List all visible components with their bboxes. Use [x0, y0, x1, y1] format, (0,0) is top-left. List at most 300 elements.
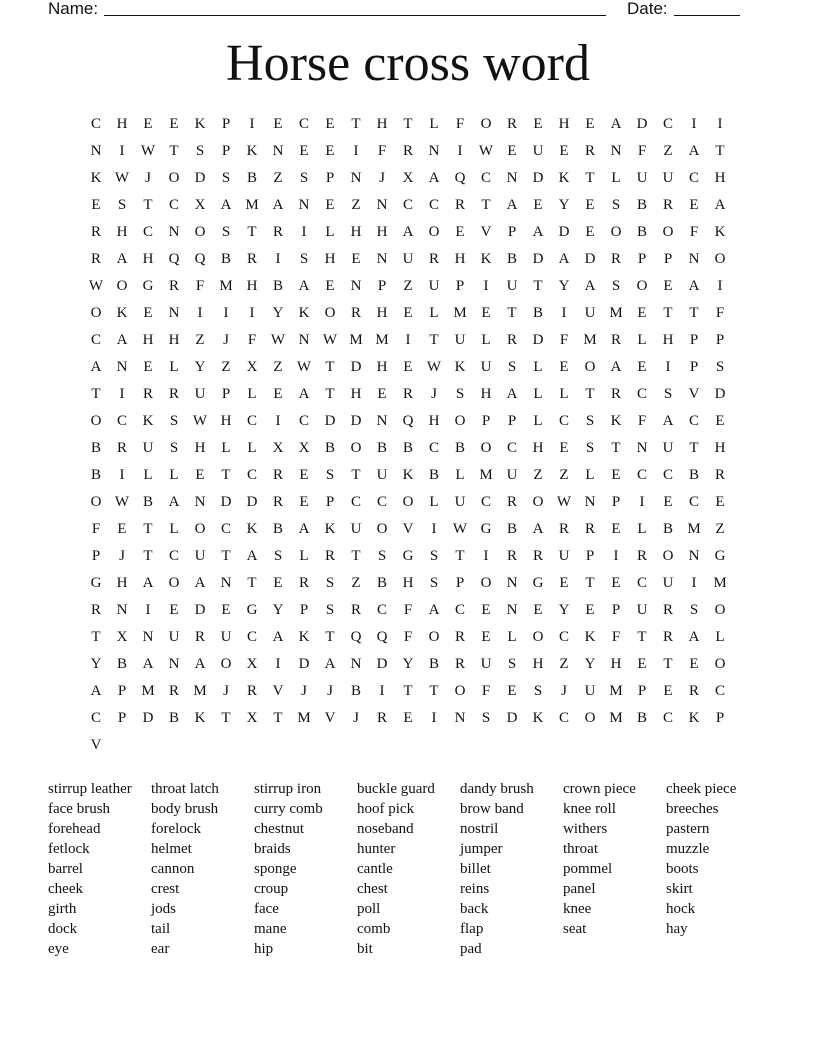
- word-bank-item: knee roll: [563, 801, 616, 817]
- grid-letter: P: [507, 413, 517, 429]
- grid-letter: L: [429, 116, 439, 132]
- grid-letter: K: [298, 305, 310, 321]
- grid-letter: P: [637, 683, 647, 699]
- grid-letter: C: [454, 602, 465, 618]
- grid-letter: N: [220, 575, 232, 591]
- word-bank-item: brow band: [460, 801, 524, 817]
- grid-letter: P: [221, 116, 231, 132]
- grid-letter: F: [637, 143, 647, 159]
- grid-letter: N: [350, 656, 362, 672]
- grid-letter: B: [506, 521, 517, 537]
- grid-letter: I: [145, 602, 151, 618]
- grid-letter: A: [428, 170, 440, 186]
- grid-letter: R: [116, 440, 127, 456]
- grid-letter: C: [428, 197, 439, 213]
- grid-letter: I: [301, 224, 307, 240]
- grid-letter: O: [610, 224, 622, 240]
- grid-letter: K: [116, 305, 128, 321]
- grid-letter: W: [270, 332, 286, 348]
- grid-letter: R: [246, 683, 257, 699]
- grid-letter: B: [428, 467, 439, 483]
- grid-letter: R: [350, 305, 361, 321]
- grid-letter: P: [611, 494, 621, 510]
- grid-letter: R: [558, 521, 569, 537]
- grid-letter: E: [585, 116, 595, 132]
- grid-letter: C: [90, 710, 101, 726]
- grid-letter: A: [142, 656, 154, 672]
- grid-letter: H: [714, 440, 726, 456]
- grid-letter: L: [169, 467, 179, 483]
- grid-letter: B: [90, 440, 101, 456]
- grid-letter: K: [454, 359, 466, 375]
- grid-letter: U: [506, 467, 518, 483]
- grid-letter: C: [220, 521, 231, 537]
- word-bank-item: face: [254, 901, 279, 917]
- grid-letter: H: [194, 440, 206, 456]
- word-bank-item: poll: [357, 901, 381, 917]
- grid-letter: I: [717, 116, 723, 132]
- grid-letter: Z: [273, 170, 283, 186]
- grid-letter: H: [116, 116, 128, 132]
- grid-letter: O: [714, 656, 726, 672]
- grid-letter: Y: [558, 197, 570, 213]
- grid-letter: L: [637, 521, 647, 537]
- grid-letter: D: [246, 494, 258, 510]
- grid-letter: P: [377, 278, 387, 294]
- grid-letter: F: [403, 602, 413, 618]
- grid-letter: S: [481, 710, 491, 726]
- grid-letter: X: [246, 656, 258, 672]
- grid-letter: R: [298, 575, 309, 591]
- grid-letter: E: [481, 629, 491, 645]
- grid-letter: R: [90, 602, 101, 618]
- grid-letter: Y: [272, 305, 284, 321]
- grid-letter: N: [688, 251, 700, 267]
- grid-letter: O: [168, 575, 180, 591]
- grid-letter: E: [143, 305, 153, 321]
- grid-letter: E: [455, 224, 465, 240]
- grid-letter: H: [376, 359, 388, 375]
- word-bank-item: eye: [48, 941, 69, 957]
- grid-letter: T: [585, 575, 595, 591]
- grid-letter: R: [142, 386, 153, 402]
- grid-letter: U: [636, 602, 648, 618]
- grid-letter: E: [689, 197, 699, 213]
- grid-letter: W: [114, 170, 130, 186]
- grid-letter: N: [350, 278, 362, 294]
- grid-letter: L: [143, 467, 153, 483]
- grid-letter: C: [506, 440, 517, 456]
- word-bank-item: hay: [666, 921, 688, 937]
- grid-letter: O: [220, 656, 232, 672]
- grid-letter: E: [559, 440, 569, 456]
- grid-letter: A: [688, 629, 700, 645]
- grid-letter: B: [350, 683, 361, 699]
- grid-letter: T: [403, 683, 413, 699]
- grid-letter: L: [429, 305, 439, 321]
- grid-letter: T: [143, 197, 153, 213]
- grid-letter: F: [481, 683, 491, 699]
- word-bank-item: pastern: [666, 821, 710, 837]
- grid-letter: O: [454, 683, 466, 699]
- grid-letter: K: [194, 710, 206, 726]
- grid-letter: H: [324, 251, 336, 267]
- grid-letter: A: [246, 548, 258, 564]
- grid-letter: C: [350, 494, 361, 510]
- grid-letter: T: [663, 305, 673, 321]
- grid-letter: I: [275, 413, 281, 429]
- word-bank-item: skirt: [666, 881, 693, 897]
- grid-letter: O: [480, 116, 492, 132]
- grid-letter: R: [428, 251, 439, 267]
- grid-letter: U: [636, 170, 648, 186]
- grid-letter: B: [168, 710, 179, 726]
- grid-letter: L: [455, 467, 465, 483]
- grid-letter: T: [325, 386, 335, 402]
- grid-letter: R: [610, 386, 621, 402]
- grid-letter: K: [142, 413, 154, 429]
- grid-letter: P: [221, 143, 231, 159]
- word-bank-item: tail: [151, 921, 171, 937]
- grid-letter: I: [119, 467, 125, 483]
- grid-letter: Y: [90, 656, 102, 672]
- grid-letter: L: [221, 440, 231, 456]
- grid-letter: Z: [533, 467, 543, 483]
- grid-letter: R: [532, 548, 543, 564]
- name-field-line: [104, 15, 606, 16]
- grid-letter: C: [662, 116, 673, 132]
- grid-letter: S: [221, 224, 231, 240]
- grid-letter: R: [610, 251, 621, 267]
- grid-letter: R: [662, 197, 673, 213]
- grid-letter: P: [637, 251, 647, 267]
- grid-letter: C: [688, 494, 699, 510]
- grid-letter: A: [298, 278, 310, 294]
- grid-letter: K: [584, 629, 596, 645]
- grid-letter: A: [610, 116, 622, 132]
- word-bank-item: curry comb: [254, 801, 323, 817]
- word-bank-item: cantle: [357, 861, 393, 877]
- grid-letter: L: [559, 386, 569, 402]
- grid-letter: R: [636, 548, 647, 564]
- grid-letter: R: [610, 332, 621, 348]
- word-bank-item: seat: [563, 921, 587, 937]
- grid-letter: T: [273, 710, 283, 726]
- grid-letter: E: [559, 359, 569, 375]
- word-bank-item: face brush: [48, 801, 111, 817]
- grid-letter: R: [506, 548, 517, 564]
- grid-letter: F: [637, 413, 647, 429]
- grid-letter: U: [376, 467, 388, 483]
- grid-letter: O: [324, 305, 336, 321]
- grid-letter: T: [247, 224, 257, 240]
- grid-letter: E: [715, 413, 725, 429]
- grid-letter: C: [636, 575, 647, 591]
- grid-letter: C: [662, 467, 673, 483]
- grid-letter: M: [141, 683, 155, 699]
- grid-letter: U: [480, 359, 492, 375]
- grid-letter: L: [533, 386, 543, 402]
- grid-letter: E: [637, 305, 647, 321]
- grid-letter: A: [714, 197, 726, 213]
- grid-letter: N: [506, 602, 518, 618]
- grid-letter: J: [561, 683, 567, 699]
- grid-letter: D: [532, 251, 544, 267]
- grid-letter: E: [325, 143, 335, 159]
- grid-letter: N: [376, 251, 388, 267]
- grid-letter: L: [611, 170, 621, 186]
- grid-letter: N: [636, 440, 648, 456]
- grid-letter: F: [715, 305, 725, 321]
- grid-letter: X: [116, 629, 128, 645]
- grid-letter: O: [714, 602, 726, 618]
- grid-letter: D: [584, 251, 596, 267]
- grid-letter: U: [402, 251, 414, 267]
- grid-letter: E: [507, 143, 517, 159]
- grid-letter: T: [455, 548, 465, 564]
- grid-letter: N: [116, 602, 128, 618]
- grid-letter: X: [272, 440, 284, 456]
- word-bank-item: crown piece: [563, 781, 636, 797]
- grid-letter: A: [220, 197, 232, 213]
- grid-letter: E: [143, 116, 153, 132]
- grid-letter: Z: [351, 197, 361, 213]
- grid-letter: V: [324, 710, 336, 726]
- grid-letter: E: [481, 305, 491, 321]
- grid-letter: U: [558, 548, 570, 564]
- grid-letter: T: [611, 440, 621, 456]
- grid-letter: M: [713, 575, 727, 591]
- grid-letter: E: [585, 602, 595, 618]
- grid-letter: R: [506, 494, 517, 510]
- grid-letter: H: [558, 116, 570, 132]
- grid-letter: E: [689, 656, 699, 672]
- grid-letter: I: [561, 305, 567, 321]
- grid-letter: A: [194, 656, 206, 672]
- grid-letter: P: [663, 251, 673, 267]
- grid-letter: D: [714, 386, 726, 402]
- grid-letter: C: [636, 386, 647, 402]
- grid-letter: A: [272, 197, 284, 213]
- grid-letter: V: [272, 683, 284, 699]
- word-bank-item: throat: [563, 841, 598, 857]
- grid-letter: T: [507, 305, 517, 321]
- grid-letter: T: [351, 467, 361, 483]
- word-bank-item: reins: [460, 881, 490, 897]
- grid-letter: I: [197, 305, 203, 321]
- grid-letter: T: [325, 629, 335, 645]
- grid-letter: J: [327, 683, 333, 699]
- grid-letter: J: [431, 386, 437, 402]
- grid-letter: A: [688, 143, 700, 159]
- grid-letter: B: [506, 251, 517, 267]
- grid-letter: B: [220, 251, 231, 267]
- grid-letter: E: [663, 494, 673, 510]
- grid-letter: H: [610, 656, 622, 672]
- grid-letter: O: [584, 710, 596, 726]
- grid-letter: N: [194, 494, 206, 510]
- grid-letter: K: [480, 251, 492, 267]
- grid-letter: R: [272, 224, 283, 240]
- grid-letter: B: [90, 467, 101, 483]
- word-bank-item: dock: [48, 921, 78, 937]
- grid-letter: U: [194, 386, 206, 402]
- grid-letter: U: [194, 548, 206, 564]
- grid-letter: W: [296, 359, 312, 375]
- grid-letter: E: [533, 197, 543, 213]
- grid-letter: U: [168, 629, 180, 645]
- grid-letter: C: [636, 467, 647, 483]
- grid-letter: G: [246, 602, 258, 618]
- grid-letter: R: [506, 332, 517, 348]
- grid-letter: D: [636, 116, 648, 132]
- grid-letter: H: [116, 224, 128, 240]
- grid-letter: P: [455, 575, 465, 591]
- word-bank-item: cheek piece: [666, 781, 737, 797]
- grid-letter: B: [532, 305, 543, 321]
- grid-letter: T: [403, 116, 413, 132]
- grid-letter: I: [431, 710, 437, 726]
- grid-letter: I: [431, 521, 437, 537]
- grid-letter: I: [223, 305, 229, 321]
- grid-letter: A: [324, 656, 336, 672]
- grid-letter: N: [298, 332, 310, 348]
- grid-letter: H: [168, 332, 180, 348]
- grid-letter: M: [687, 521, 701, 537]
- grid-letter: S: [507, 656, 517, 672]
- grid-letter: H: [142, 332, 154, 348]
- grid-letter: F: [559, 332, 569, 348]
- grid-letter: N: [376, 197, 388, 213]
- grid-letter: P: [455, 278, 465, 294]
- grid-letter: J: [145, 170, 151, 186]
- grid-letter: K: [194, 116, 206, 132]
- grid-letter: F: [611, 629, 621, 645]
- grid-letter: R: [688, 683, 699, 699]
- grid-letter: M: [453, 305, 467, 321]
- grid-letter: M: [479, 467, 493, 483]
- word-bank-item: cannon: [151, 861, 195, 877]
- grid-letter: Y: [272, 602, 284, 618]
- grid-letter: G: [480, 521, 492, 537]
- grid-letter: R: [584, 143, 595, 159]
- grid-letter: C: [480, 494, 491, 510]
- word-bank-item: noseband: [357, 821, 414, 837]
- grid-letter: B: [376, 575, 387, 591]
- grid-letter: U: [584, 683, 596, 699]
- grid-letter: M: [609, 305, 623, 321]
- grid-letter: E: [585, 224, 595, 240]
- grid-letter: T: [429, 683, 439, 699]
- grid-letter: I: [353, 143, 359, 159]
- grid-letter: R: [402, 386, 413, 402]
- grid-letter: A: [610, 359, 622, 375]
- grid-letter: N: [298, 197, 310, 213]
- grid-letter: A: [116, 251, 128, 267]
- grid-letter: W: [322, 332, 338, 348]
- grid-letter: N: [168, 224, 180, 240]
- grid-letter: A: [142, 575, 154, 591]
- grid-letter: K: [246, 521, 258, 537]
- grid-letter: P: [715, 710, 725, 726]
- grid-letter: V: [90, 737, 102, 753]
- grid-letter: Y: [558, 278, 570, 294]
- grid-letter: O: [532, 494, 544, 510]
- grid-letter: B: [454, 440, 465, 456]
- grid-letter: T: [143, 548, 153, 564]
- grid-letter: K: [90, 170, 102, 186]
- grid-letter: S: [585, 440, 595, 456]
- grid-letter: H: [714, 170, 726, 186]
- grid-letter: E: [507, 683, 517, 699]
- word-bank-item: hip: [254, 941, 274, 957]
- grid-letter: S: [429, 575, 439, 591]
- grid-letter: X: [402, 170, 414, 186]
- grid-letter: S: [325, 467, 335, 483]
- grid-letter: A: [584, 278, 596, 294]
- grid-letter: E: [273, 575, 283, 591]
- grid-letter: I: [275, 656, 281, 672]
- grid-letter: E: [325, 197, 335, 213]
- grid-letter: B: [324, 440, 335, 456]
- word-bank-item: pommel: [563, 861, 613, 877]
- grid-letter: R: [376, 710, 387, 726]
- grid-letter: O: [480, 575, 492, 591]
- grid-letter: O: [662, 224, 674, 240]
- grid-letter: O: [662, 548, 674, 564]
- grid-letter: T: [247, 575, 257, 591]
- grid-letter: M: [609, 710, 623, 726]
- name-field-label: Name:: [48, 0, 99, 18]
- grid-letter: D: [194, 602, 206, 618]
- grid-letter: H: [246, 278, 258, 294]
- grid-letter: C: [558, 413, 569, 429]
- grid-letter: H: [376, 305, 388, 321]
- grid-letter: O: [168, 170, 180, 186]
- grid-letter: H: [350, 224, 362, 240]
- grid-letter: N: [168, 305, 180, 321]
- grid-letter: F: [455, 116, 465, 132]
- word-bank-item: forelock: [151, 821, 201, 837]
- grid-letter: B: [272, 521, 283, 537]
- grid-letter: W: [478, 143, 494, 159]
- grid-letter: N: [116, 359, 128, 375]
- grid-letter: I: [379, 683, 385, 699]
- grid-letter: K: [402, 467, 414, 483]
- grid-letter: B: [116, 656, 127, 672]
- word-bank-item: pad: [460, 941, 482, 957]
- grid-letter: N: [610, 143, 622, 159]
- grid-letter: O: [428, 224, 440, 240]
- grid-letter: J: [223, 332, 229, 348]
- grid-letter: L: [247, 386, 257, 402]
- grid-letter: D: [532, 332, 544, 348]
- word-bank-item: chestnut: [254, 821, 304, 837]
- grid-letter: O: [350, 440, 362, 456]
- grid-letter: C: [298, 413, 309, 429]
- grid-letter: I: [691, 116, 697, 132]
- grid-letter: P: [221, 386, 231, 402]
- grid-letter: S: [611, 197, 621, 213]
- grid-letter: Z: [663, 143, 673, 159]
- grid-letter: J: [353, 710, 359, 726]
- grid-letter: J: [301, 683, 307, 699]
- grid-letter: E: [143, 359, 153, 375]
- grid-letter: S: [169, 440, 179, 456]
- grid-letter: E: [299, 494, 309, 510]
- word-bank-item: bit: [357, 941, 373, 957]
- grid-letter: P: [611, 602, 621, 618]
